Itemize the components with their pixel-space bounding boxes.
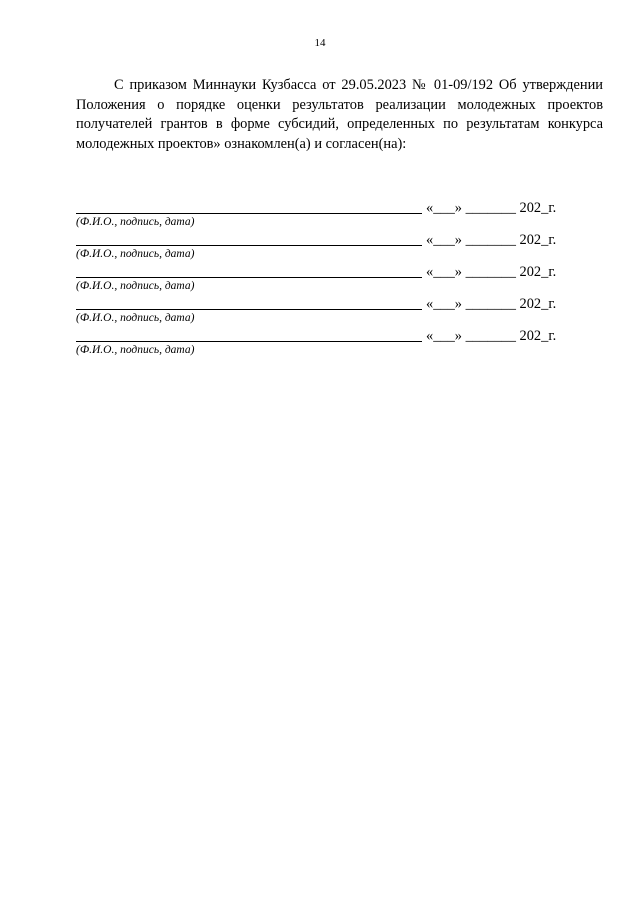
signature-line <box>76 213 422 214</box>
signature-line <box>76 277 422 278</box>
signature-block-3 <box>76 264 576 296</box>
signature-line <box>76 245 422 246</box>
signature-caption: (Ф.И.О., подпись, дата) <box>76 312 195 324</box>
signature-line <box>76 341 422 342</box>
signature-block-1 <box>76 200 576 232</box>
signature-caption: (Ф.И.О., подпись, дата) <box>76 344 195 356</box>
signature-date-template: «___» _______ 202_г. <box>426 328 557 344</box>
signature-line <box>76 309 422 310</box>
signature-date-template: «___» _______ 202_г. <box>426 264 557 280</box>
signature-date-template: «___» _______ 202_г. <box>426 232 557 248</box>
signature-block-2 <box>76 232 576 264</box>
page-number: 14 <box>314 37 326 49</box>
signature-caption: (Ф.И.О., подпись, дата) <box>76 216 195 228</box>
acknowledgement-paragraph: С приказом Миннауки Кузбасса от 29.05.2023 № 01-09/192 Об утверждении Положения о порядке оценки результатов реализации молодежных проектов получателей грантов в форме субсидий, определенных по результатам конкурса молодежных проектов» ознакомлен(а) и согласен(на): <box>76 77 603 152</box>
signature-block-5 <box>76 328 576 360</box>
signature-block-4 <box>76 296 576 328</box>
signature-caption: (Ф.И.О., подпись, дата) <box>76 280 195 292</box>
signature-caption: (Ф.И.О., подпись, дата) <box>76 248 195 260</box>
signature-date-template: «___» _______ 202_г. <box>426 200 557 216</box>
signature-date-template: «___» _______ 202_г. <box>426 296 557 312</box>
